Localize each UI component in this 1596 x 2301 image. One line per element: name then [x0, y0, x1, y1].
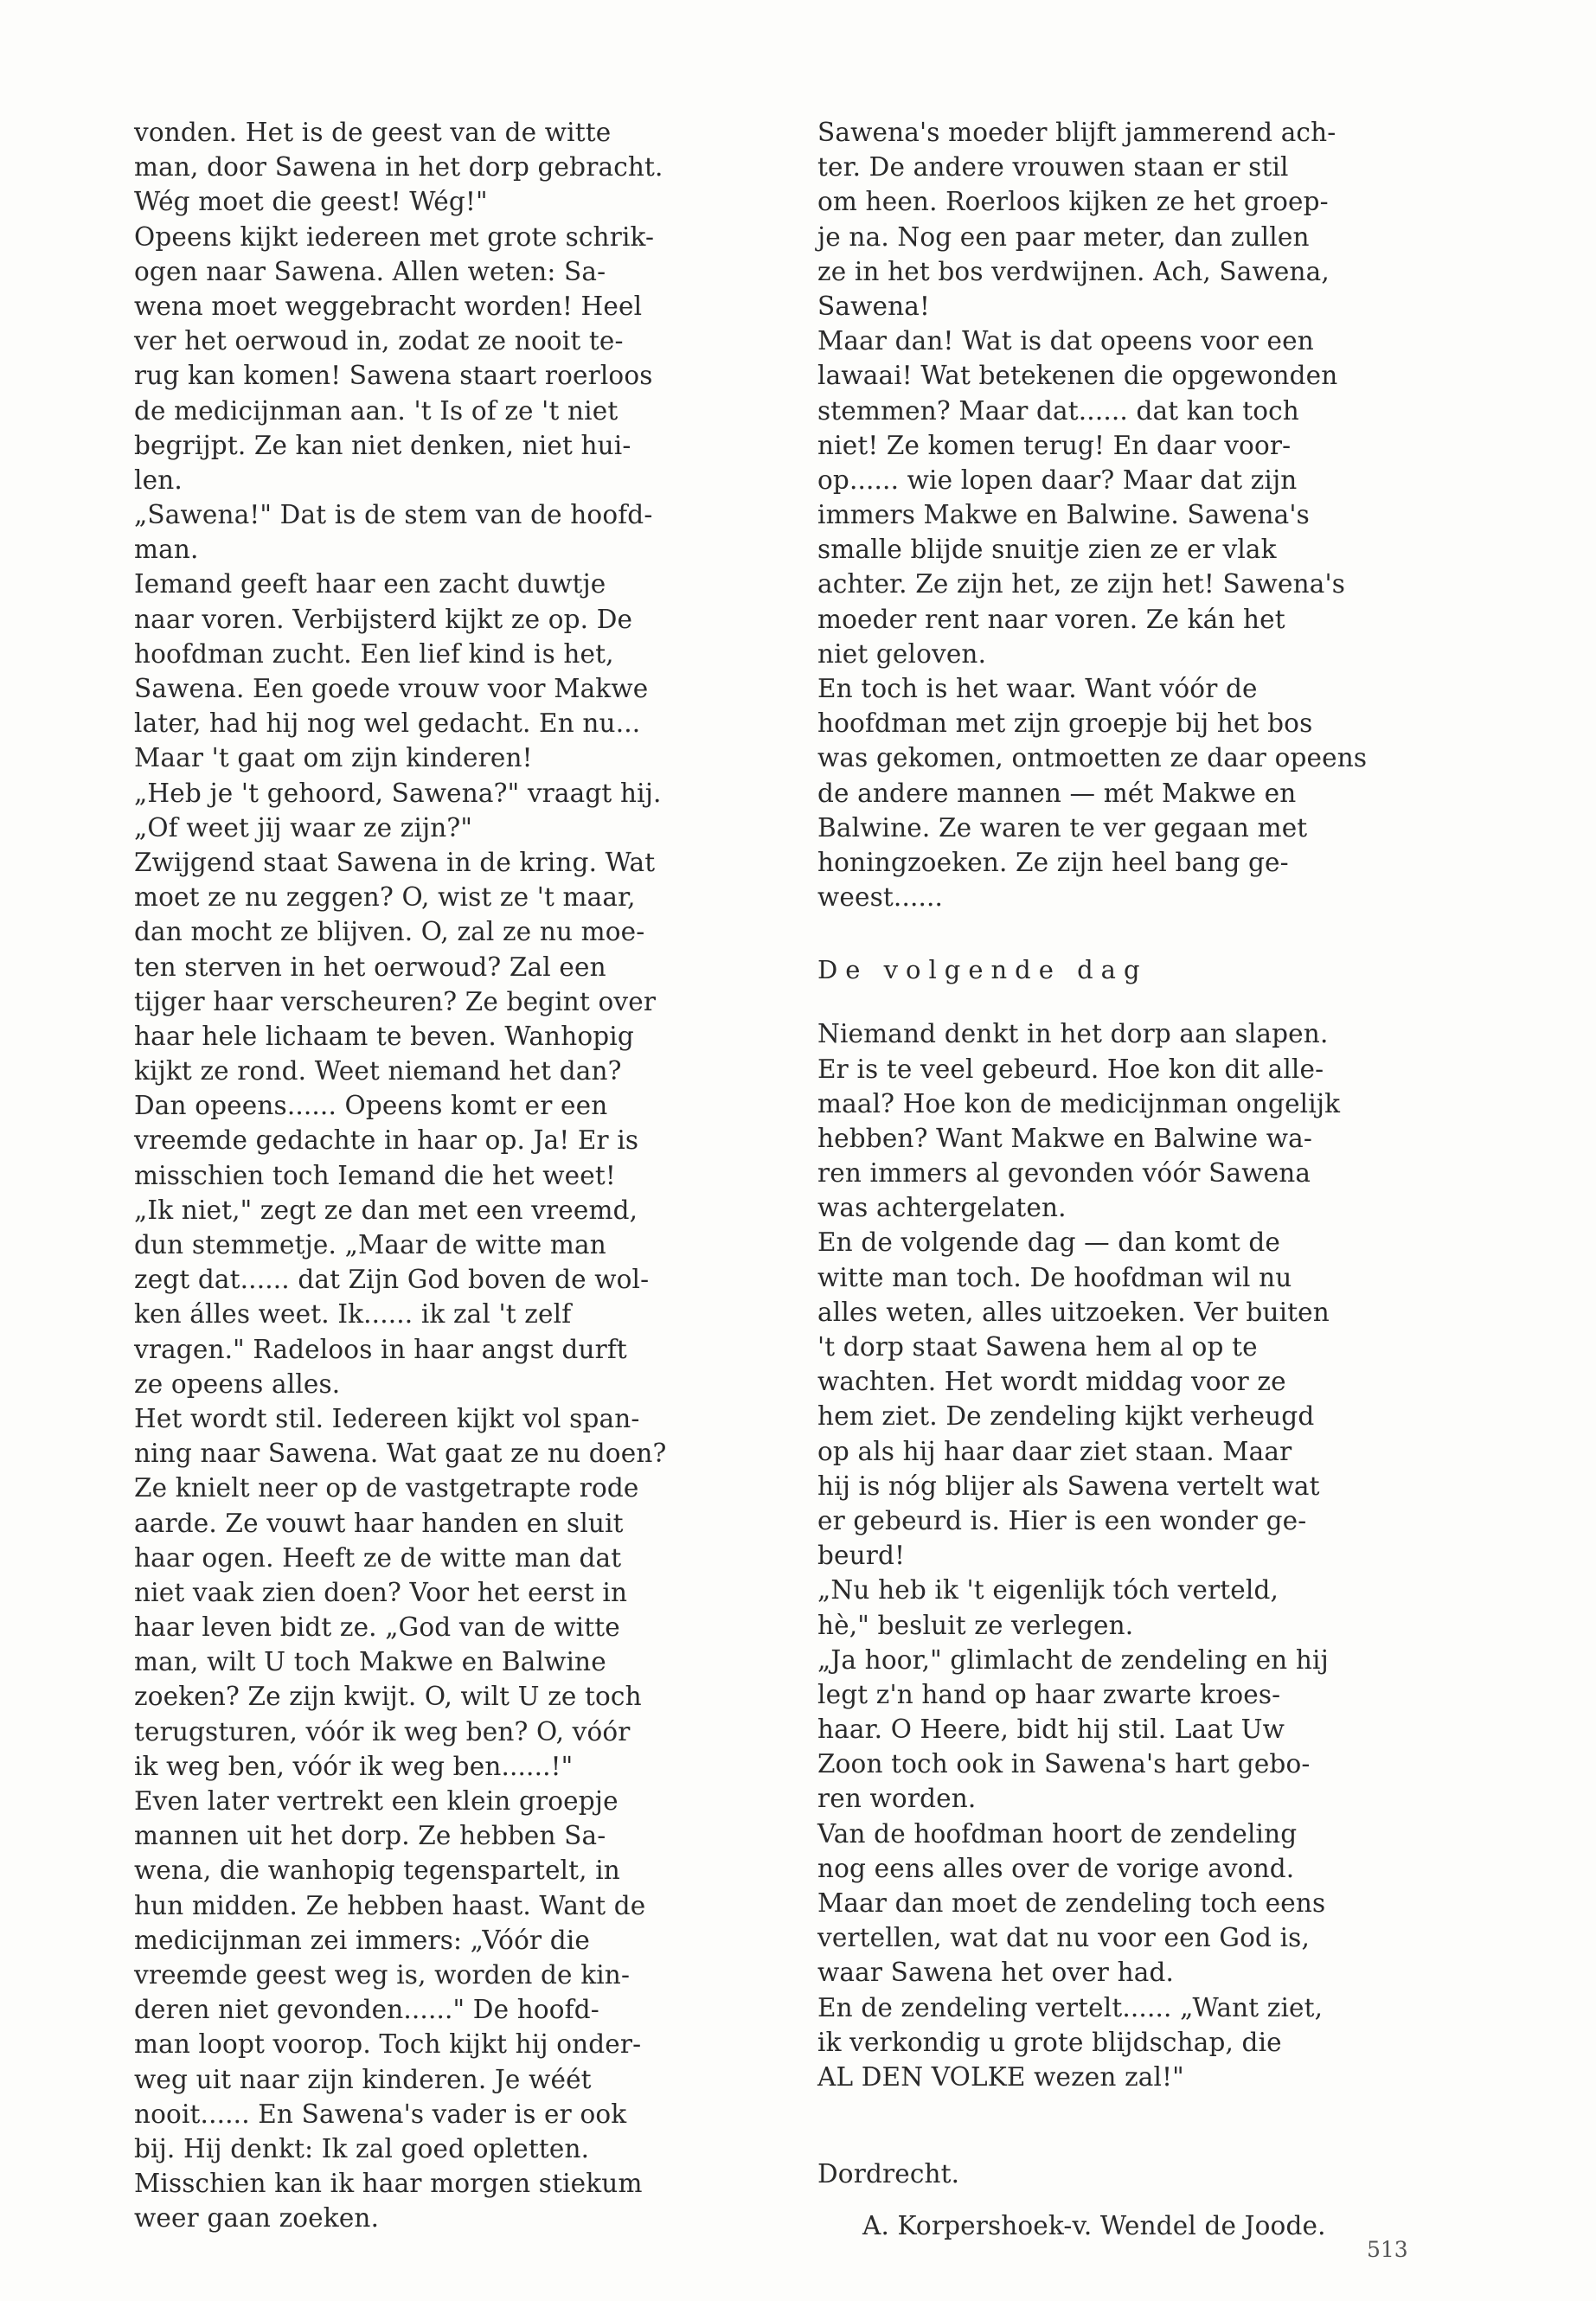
text-line: ik verkondig u grote blijdschap, die	[817, 2027, 1282, 2057]
place-name: Dordrecht.	[817, 2159, 960, 2189]
text-line: ik weg ben, vóór ik weg ben......!"	[134, 1751, 574, 1781]
text-line: man, door Sawena in het dorp gebracht.	[134, 152, 663, 183]
text-line: ogen naar Sawena. Allen weten: Sa-	[134, 256, 606, 286]
text-line: dan mocht ze blijven. O, zal ze nu moe-	[134, 917, 645, 947]
text-line: op als hij haar daar ziet staan. Maar	[817, 1436, 1292, 1466]
text-line: was gekomen, ontmoetten ze daar opeens	[817, 743, 1368, 773]
text-line: je na. Nog een paar meter, dan zullen	[817, 221, 1310, 252]
text-line: haar. O Heere, bidt hij stil. Laat Uw	[817, 1715, 1285, 1745]
text-line: Zoon toch ook in Sawena's hart gebo-	[817, 1749, 1311, 1779]
text-line: Even later vertrekt een klein groepje	[134, 1786, 619, 1816]
text-line: rug kan komen! Sawena staart roerloos	[134, 361, 653, 391]
text-line: deren niet gevonden......" De hoofd-	[134, 1995, 599, 2025]
text-line: haar hele lichaam te beven. Wanhopig	[134, 1021, 634, 1051]
text-line: hun midden. Ze hebben haast. Want de	[134, 1890, 646, 1920]
text-line: zegt dat...... dat Zijn God boven de wol-	[134, 1265, 650, 1295]
text-line: ken álles weet. Ik...... ik zal 't zelf	[134, 1299, 572, 1330]
text-line: „Ja hoor," glimlacht de zendeling en hij	[817, 1644, 1329, 1675]
text-line: hebben? Want Makwe en Balwine wa-	[817, 1123, 1313, 1153]
text-line: haar leven bidt ze. „God van de witte	[134, 1612, 620, 1643]
text-line: weest......	[817, 882, 944, 913]
left-column	[134, 115, 735, 2235]
text-line: vragen." Radeloos in haar angst durft	[134, 1334, 627, 1364]
page-number: 513	[1367, 2237, 1408, 2262]
text-line: hem ziet. De zendeling kijkt verheugd	[817, 1401, 1315, 1432]
text-line: mannen uit het dorp. Ze hebben Sa-	[134, 1821, 606, 1851]
text-line: wena moet weggebracht worden! Heel	[134, 291, 643, 321]
text-line: er gebeurd is. Hier is een wonder ge-	[817, 1505, 1307, 1535]
text-line: Maar 't gaat om zijn kinderen!	[134, 743, 533, 773]
text-line: Iemand geeft haar een zacht duwtje	[134, 569, 606, 599]
right-column-text-part1	[817, 115, 1419, 914]
text-line: tijger haar verscheuren? Ze begint over	[134, 986, 657, 1016]
text-line: nog eens alles over de vorige avond.	[817, 1853, 1295, 1883]
text-line: misschien toch Iemand die het weet!	[134, 1160, 616, 1190]
text-line: ver het oerwoud in, zodat ze nooit te-	[134, 326, 624, 356]
text-line: „Sawena!" Dat is de stem van de hoofd-	[134, 500, 653, 530]
text-line: „Nu heb ik 't eigenlijk tóch verteld,	[817, 1575, 1279, 1606]
text-line: beurd!	[817, 1541, 906, 1571]
text-line: dun stemmetje. „Maar de witte man	[134, 1230, 606, 1259]
text-line: ter. De andere vrouwen staan er stil	[817, 152, 1289, 183]
text-line: vertellen, wat dat nu voor een God is,	[817, 1923, 1310, 1953]
text-line: ze in het bos verdwijnen. Ach, Sawena,	[817, 256, 1330, 286]
section-heading: De volgende dag	[817, 955, 1148, 985]
text-line: ten sterven in het oerwoud? Zal een	[134, 952, 606, 982]
right-column-text-part2	[817, 1016, 1419, 2094]
text-line: Opeens kijkt iedereen met grote schrik-	[134, 221, 655, 252]
text-line: En de zendeling vertelt...... „Want ziet,	[817, 1992, 1324, 2022]
text-line: waar Sawena het over had.	[817, 1958, 1175, 1988]
text-line: Sawena's moeder blijft jammerend ach-	[817, 118, 1336, 147]
text-line: hè," besluit ze verlegen.	[817, 1610, 1134, 1640]
text-line: hij is nóg blijer als Sawena vertelt wat	[817, 1471, 1320, 1501]
text-line: kijkt ze rond. Weet niemand het dan?	[134, 1056, 622, 1086]
text-line: terugsturen, vóór ik weg ben? O, vóór	[134, 1716, 631, 1747]
text-line: Maar dan moet de zendeling toch eens	[817, 1888, 1326, 1918]
text-line: ning naar Sawena. Wat gaat ze nu doen?	[134, 1439, 667, 1469]
text-line: Dan opeens...... Opeens komt er een	[134, 1091, 608, 1121]
text-line: „Heb je 't gehoord, Sawena?" vraagt hij.	[134, 778, 662, 808]
text-line: hoofdman zucht. Een lief kind is het,	[134, 638, 614, 669]
text-line: Sawena. Een goede vrouw voor Makwe	[134, 674, 649, 703]
text-line: Maar dan! Wat is dat opeens voor een	[817, 326, 1314, 356]
text-line: wachten. Het wordt middag voor ze	[817, 1367, 1286, 1397]
text-line: En toch is het waar. Want vóór de	[817, 674, 1258, 703]
text-line: zoeken? Ze zijn kwijt. O, wilt U ze toch	[134, 1682, 642, 1712]
text-line: legt z'n hand op haar zwarte kroes-	[817, 1679, 1281, 1709]
text-line: ren worden.	[817, 1784, 977, 1814]
text-line: man loopt voorop. Toch kijkt hij onder-	[134, 2029, 642, 2060]
text-line: naar voren. Verbijsterd kijkt ze op. De	[134, 604, 633, 634]
text-line: smalle blijde snuitje zien ze er vlak	[817, 535, 1277, 565]
text-line: honingzoeken. Ze zijn heel bang ge-	[817, 847, 1289, 877]
text-line: de medicijnman aan. 't Is of ze 't niet	[134, 395, 619, 426]
text-line: ren immers al gevonden vóór Sawena	[817, 1158, 1311, 1189]
text-line: Wég moet die geest! Wég!"	[134, 187, 488, 217]
right-column	[817, 115, 1419, 2244]
text-line: weg uit naar zijn kinderen. Je wéét	[134, 2064, 592, 2094]
text-line: niet! Ze komen terug! En daar voor-	[817, 430, 1292, 460]
text-line: En de volgende dag — dan komt de	[817, 1227, 1280, 1258]
text-line: haar ogen. Heeft ze de witte man dat	[134, 1542, 622, 1573]
text-line: witte man toch. De hoofdman wil nu	[817, 1262, 1292, 1292]
author-signature: A. Korpershoek-v. Wendel de Joode.	[862, 2211, 1326, 2241]
text-line: 't dorp staat Sawena hem al op te	[817, 1332, 1258, 1362]
text-line: weer gaan zoeken.	[134, 2203, 380, 2234]
text-line: niet geloven.	[817, 638, 987, 669]
text-line: „Of weet jij waar ze zijn?"	[134, 812, 473, 843]
text-line: achter. Ze zijn het, ze zijn het! Sawena's	[817, 569, 1345, 599]
text-line: vreemde gedachte in haar op. Ja! Er is	[134, 1125, 639, 1156]
text-line: medicijnman zei immers: „Vóór die	[134, 1925, 590, 1955]
text-line: de andere mannen — mét Makwe en	[817, 778, 1297, 808]
text-line: Misschien kan ik haar morgen stiekum	[134, 2169, 643, 2199]
text-line: niet vaak zien doen? Voor het eerst in	[134, 1577, 628, 1607]
text-line: AL DEN VOLKE wezen zal!"	[817, 2061, 1184, 2092]
text-line: Sawena!	[817, 291, 930, 321]
text-line: maal? Hoe kon de medicijnman ongelijk	[817, 1088, 1341, 1118]
text-line: lawaai! Wat betekenen die opgewonden	[817, 361, 1338, 391]
left-column-text	[134, 115, 735, 2235]
text-line: Zwijgend staat Sawena in de kring. Wat	[134, 847, 656, 877]
text-line: Ze knielt neer op de vastgetrapte rode	[134, 1473, 639, 1503]
text-line: moeder rent naar voren. Ze kán het	[817, 604, 1285, 634]
text-line: op...... wie lopen daar? Maar dat zijn	[817, 465, 1298, 495]
text-line: len.	[134, 465, 183, 495]
text-line: Het wordt stil. Iedereen kijkt vol span-	[134, 1403, 640, 1433]
text-line: was achtergelaten.	[817, 1193, 1067, 1223]
text-line: wena, die wanhopig tegenspartelt, in	[134, 1856, 620, 1886]
text-line: nooit...... En Sawena's vader is er ook	[134, 2099, 627, 2129]
text-line: Van de hoofdman hoort de zendeling	[817, 1818, 1298, 1849]
text-line: Balwine. Ze waren te ver gegaan met	[817, 812, 1308, 843]
text-line: om heen. Roerloos kijken ze het groep-	[817, 187, 1329, 217]
text-line: vreemde geest weg is, worden de kin-	[134, 1959, 631, 1990]
text-line: begrijpt. Ze kan niet denken, niet hui-	[134, 430, 631, 460]
text-line: hoofdman met zijn groepje bij het bos	[817, 708, 1313, 739]
text-line: later, had hij nog wel gedacht. En nu...	[134, 708, 641, 739]
text-line: aarde. Ze vouwt haar handen en sluit	[134, 1508, 624, 1538]
text-line: man, wilt U toch Makwe en Balwine	[134, 1647, 606, 1677]
text-line: bij. Hij denkt: Ik zal goed opletten.	[134, 2133, 590, 2163]
text-line: Niemand denkt in het dorp aan slapen.	[817, 1019, 1329, 1049]
text-line: vonden. Het is de geest van de witte	[134, 118, 612, 147]
text-line: alles weten, alles uitzoeken. Ver buiten	[817, 1297, 1330, 1327]
text-line: ze opeens alles.	[134, 1368, 341, 1399]
text-line: Er is te veel gebeurd. Hoe kon dit alle-	[817, 1054, 1324, 1084]
text-line: „Ik niet," zegt ze dan met een vreemd,	[134, 1195, 638, 1225]
text-line: immers Makwe en Balwine. Sawena's	[817, 500, 1310, 530]
text-line: man.	[134, 535, 199, 565]
text-line: stemmen? Maar dat...... dat kan toch	[817, 395, 1299, 426]
text-line: moet ze nu zeggen? O, wist ze 't maar,	[134, 882, 636, 913]
